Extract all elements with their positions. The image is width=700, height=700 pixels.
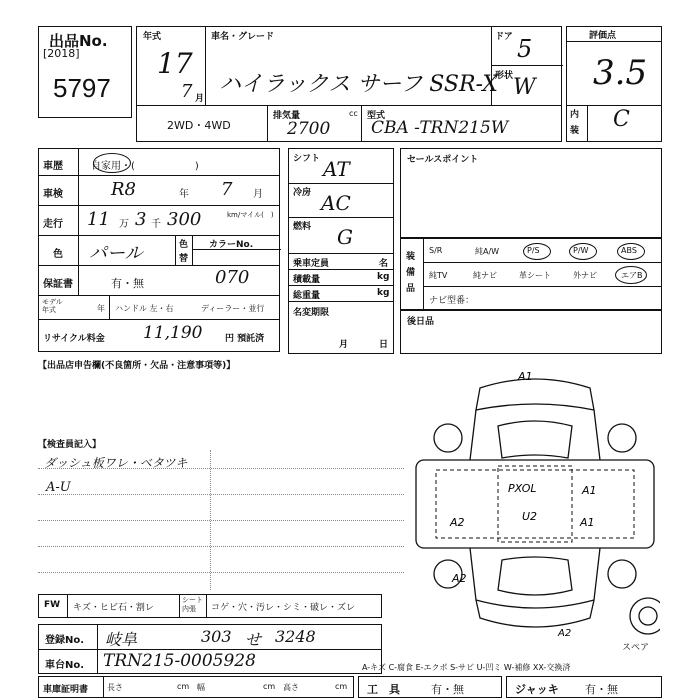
inspection-year-unit: 年 [179,189,189,200]
mileage-rest: 300 [167,209,202,230]
dmg-a2-left-1: A2 [450,516,465,529]
dmg-a2-left-2: A2 [452,572,467,585]
vehicle-box [136,26,562,142]
shift-value: AT [323,157,350,181]
color-value: パール [89,243,143,264]
dmg-a2-bottom: A2 [558,628,572,639]
recycle-unit: 円 預託済 [225,334,265,344]
damage-codes: A-キズ C-腐食 E-エクボ S-サビ U-凹ミ W-補修 XX-交換済 [362,663,571,672]
car-damage-diagram [410,368,660,640]
registration-class: 303 [201,627,232,646]
dmg-a1-right-1: A1 [582,484,597,497]
doors-value: 5 [517,35,533,63]
equip-navi: 純ナビ [473,271,497,280]
color-label: 色 [53,249,63,260]
lot-box [38,26,132,118]
sen-unit: 千 [151,219,161,230]
mileage-unit: km/マイル( ) [227,211,274,219]
cert-cm-1: cm [177,682,190,691]
weight-unit: kg [377,288,390,298]
vehicle-name: ハイラックス サーフ SSR-X [219,72,498,97]
name-label: 車名・グレード [211,32,275,42]
shape-label: 形状 [495,71,514,81]
equipment-label: 装備品 [406,252,416,294]
history-box [38,148,280,352]
warranty-label: 保証書 [43,279,73,290]
drive-type: 2WD・4WD [167,119,231,132]
registration-kana: せ [245,630,262,649]
interior-score: C [613,107,630,132]
weight-label: 総重量 [293,291,321,301]
specs-box [288,148,394,354]
load-label: 積載量 [293,275,321,285]
legend-items-2: コゲ・穴・汚レ・シミ・破レ・ズレ [211,603,356,613]
cert-height: 高さ [283,683,299,692]
usage-label: 車歴 [43,161,63,172]
rear-box [400,310,662,354]
dmg-a1-right-2: A1 [580,516,595,529]
month-value: 7 [181,81,193,102]
registration-place: 岐阜 [105,630,138,649]
handle-side: ハンドル 左・右 [115,304,174,313]
jack-label: ジャッキ [515,683,559,696]
inspector-note-2: A-U [46,480,71,495]
man-unit: 万 [119,219,129,230]
capacity-label: 乗車定員 [293,259,330,269]
equip-leather: 革シート [519,271,551,280]
equipment-box [400,238,662,310]
legend-row [38,594,382,618]
usage-value: 自家用・( ) [91,161,199,172]
year-value: 17 [157,47,193,80]
cert-cm-2: cm [263,682,276,691]
color-change-2: 替 [179,254,189,264]
seat-label: シート 内張 [182,596,203,613]
inspector-label: 【検査員記入】 [38,440,102,450]
ac-label: 冷房 [293,188,312,198]
mileage-man: 11 [87,209,110,230]
recycle-label: リサイクル料金 [43,334,105,344]
registration-label: 登録No. [45,635,85,646]
warranty-value: 有・無 [111,277,144,290]
cert-length: 長さ [107,683,123,692]
notes-label: 【出品店申告欄(不良箇所・欠品・注意事項等)】 [38,361,236,371]
model-year-unit: 年 [97,304,105,313]
door-label: ドア [495,32,513,42]
equip-pw: P/W [573,246,589,255]
fuel-value: G [337,225,353,249]
mileage-label: 走行 [43,219,63,230]
fuel-label: 燃料 [293,222,312,232]
color-change-1: 色 [179,240,189,250]
inspection-label: 車検 [43,189,63,200]
interior-label-2: 装 [570,126,580,136]
equip-ps: P/S [527,246,540,255]
sales-point-box [400,148,662,238]
inspector-area [38,450,404,590]
month-unit: 月 [195,94,205,104]
score-value: 3.5 [593,53,648,93]
tools-label: 工 具 [367,683,400,696]
inspection-era: R8 [111,179,137,200]
equip-tv: 純TV [429,271,448,280]
displacement-label: 排気量 [273,111,301,121]
change-label: 名変期限 [293,308,330,318]
registration-number: 3248 [275,627,316,646]
dealer-type: ディーラー・並行 [201,304,265,313]
inspection-month: 7 [221,179,233,200]
shift-label: シフト [293,154,321,164]
equip-sr: S/R [429,246,443,255]
tools-box [358,676,502,698]
mileage-sen: 3 [135,209,147,230]
legend-items-1: キズ・ヒビ石・割レ [73,603,154,613]
change-month: 月 [339,340,349,350]
dmg-u2: U2 [522,510,538,523]
registration-row [38,624,382,674]
lot-number: 5797 [53,73,111,103]
certificate-row [38,676,354,698]
score-label: 評価点 [589,31,617,41]
shape-value: W [513,75,536,100]
model-label: 型式 [367,111,386,121]
cc-unit: cc [349,109,358,118]
year-label: 年式 [143,32,162,42]
usage-circle [93,153,131,173]
color-no-label: カラーNo. [209,240,254,250]
ac-value: AC [321,191,351,215]
recycle-fee: 11,190 [143,323,203,343]
equip-aw: 純A/W [475,247,500,256]
change-day: 日 [379,340,389,350]
navi-label: ナビ型番： [429,296,475,306]
jack-box [506,676,662,698]
sales-point-label: セールスポイント [407,155,479,165]
spare-label: スペア [622,643,650,653]
inspector-note-1: ダッシュ板ワレ・ベタツキ [44,456,188,470]
load-unit: kg [377,272,390,282]
color-no-value: 070 [215,267,250,288]
displacement-value: 2700 [287,119,331,139]
lot-label: 出品No. [49,32,108,50]
chassis-label: 車台No. [45,660,85,671]
chassis-value: TRN215-0005928 [103,651,256,671]
interior-label-1: 内 [570,110,580,120]
model-value: CBA -TRN215W [371,118,509,138]
inspection-month-unit: 月 [253,189,263,200]
tools-value: 有・無 [431,683,464,696]
equip-abs: ABS [621,246,637,255]
rear-label: 後日品 [407,317,435,327]
dmg-pxol: PXOL [508,482,537,495]
score-box [566,26,662,142]
equip-ext-navi: 外ナビ [573,271,597,280]
dmg-a1-top: A1 [518,370,533,383]
model-year-label: モデル 年式 [42,298,63,314]
cert-cm-3: cm [335,682,348,691]
fw-label: FW [44,600,61,610]
equip-airbag: エアB [621,271,643,280]
certificate-label: 車庫証明書 [43,685,89,695]
year-tag: [2018] [43,47,80,60]
cert-width: 幅 [197,683,205,692]
jack-value: 有・無 [585,683,618,696]
capacity-unit: 名 [379,259,389,269]
